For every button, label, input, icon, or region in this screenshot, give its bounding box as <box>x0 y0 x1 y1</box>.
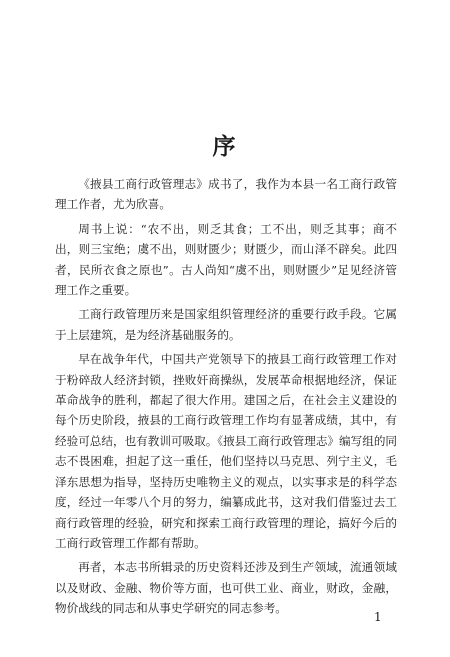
paragraph: 周书上说：“农不出，则乏其食；工不出，则乏其事；商不出，则三宝绝；虞不出，则财匮少；财匮少，而山泽不辟矣。此四者，民所衣食之原也”。古人尚知“虞不出，则财匮少”足见经济管理工作之重要。 <box>55 221 397 298</box>
paragraph: 再者，本志书所辑录的历史资料还涉及到生产领域，流通领域以及财政、金融、物价等方面，也可供工业、商业，财政，金融，物价战线的同志和从事史学研究的同志参考。 <box>55 560 397 616</box>
page-number: 1 <box>374 610 382 624</box>
preface-body <box>55 174 397 623</box>
paragraph: 工商行政管理历来是国家组织管理经济的重要行政手段。它属于上层建筑，是为经济基础服务的。 <box>55 307 397 342</box>
paragraph: 《掖县工商行政管理志》成书了，我作为本县一名工商行政管理工作者，尤为欣喜。 <box>55 177 397 212</box>
page-title: 序 <box>212 133 238 160</box>
paragraph: 早在战争年代，中国共产党领导下的掖县工商行政管理工作对于粉碎敌人经济封锁，挫败奸商操纵，发展革命根据地经济，保证革命战争的胜利，都起了很大作用。建国之后，在社会主义建设的每个历史阶段，掖县的工商行政管理工作均有显著成绩，其中，有经验可总结，也有教训可吸取。《掖县工商行政管理志》编写组的同志不畏困难，担起了这一重任，他们坚持以马克思、列宁主义，毛泽东思想为指导，坚持历史唯物主义的观点，以实事求是的科学态度，经过一年零八个月的努力，编纂成此书，这对我们借鉴过去工商行政管理的经验，研究和探索工商行政管理的理论，搞好今后的工商行政管理工作都有帮助。 <box>55 352 398 550</box>
